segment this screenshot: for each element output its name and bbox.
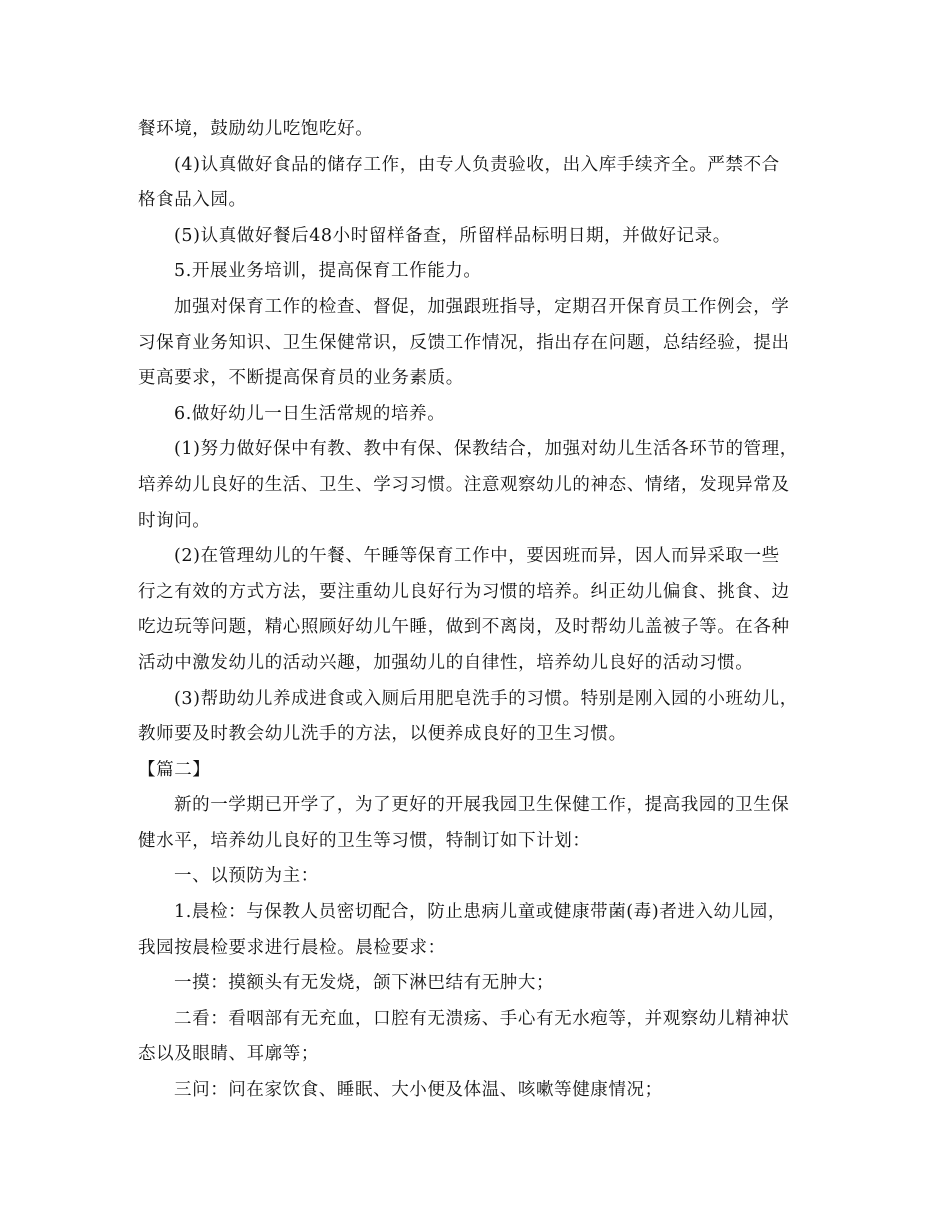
text-line: 一摸：摸额头有无发烧，颌下淋巴结有无肿大； <box>174 973 555 994</box>
text-line: 1.晨检：与保教人员密切配合，防止患病儿童或健康带菌(毒)者进入幼儿园， <box>174 902 786 923</box>
text-line: 【篇二】 <box>138 759 211 780</box>
text-line: (3)帮助幼儿养成进食或入厕后用肥皂洗手的习惯。特别是刚入园的小班幼儿， <box>174 688 798 709</box>
text-line: 三问：问在家饮食、睡眠、大小便及体温、咳嗽等健康情况； <box>174 1080 663 1101</box>
text-line: 5.开展业务培训，提高保育工作能力。 <box>174 261 482 282</box>
text-line: 活动中激发幼儿的活动兴趣，加强幼儿的自律性，培养幼儿良好的活动习惯。 <box>138 652 754 673</box>
text-line: 培养幼儿良好的生活、卫生、学习习惯。注意观察幼儿的神态、情绪，发现异常及 <box>138 474 790 495</box>
text-line: (1)努力做好保中有教、教中有保、保教结合，加强对幼儿生活各环节的管理， <box>174 439 798 460</box>
text-line: (5)认真做好餐后48小时留样备查，所留样品标明日期，并做好记录。 <box>174 225 731 246</box>
text-line: 时询问。 <box>138 510 211 531</box>
text-line: 习保育业务知识、卫生保健常识，反馈工作情况，指出存在问题，总结经验，提出 <box>138 332 790 353</box>
text-line: 格食品入园。 <box>138 190 247 211</box>
text-line: 餐环境，鼓励幼儿吃饱吃好。 <box>138 119 374 139</box>
text-line: 我园按晨检要求进行晨检。晨检要求： <box>138 937 446 958</box>
text-line: (2)在管理幼儿的午餐、午睡等保育工作中，要因班而异，因人而异采取一些 <box>174 546 780 567</box>
text-line: 二看：看咽部有无充血，口腔有无溃疡、手心有无水疱等，并观察幼儿精神状 <box>174 1008 790 1029</box>
text-line: 吃边玩等问题，精心照顾好幼儿午睡，做到不离岗，及时帮幼儿盖被子等。在各种 <box>138 617 790 638</box>
text-line: 一、以预防为主： <box>174 866 319 887</box>
text-line: 行之有效的方式方法，要注重幼儿良好行为习惯的培养。纠正幼儿偏食、挑食、边 <box>138 581 790 602</box>
text-line: 健水平，培养幼儿良好的卫生等习惯，特制订如下计划： <box>138 830 591 851</box>
text-line: 6.做好幼儿一日生活常规的培养。 <box>174 403 446 424</box>
text-line: 新的一学期已开学了，为了更好的开展我园卫生保健工作，提高我园的卫生保 <box>174 795 790 816</box>
text-line: 加强对保育工作的检查、督促，加强跟班指导，定期召开保育员工作例会，学 <box>174 296 790 317</box>
document-body <box>138 112 818 1109</box>
text-line: 态以及眼睛、耳廓等； <box>138 1044 319 1065</box>
text-line: 更高要求，不断提高保育员的业务素质。 <box>138 368 464 389</box>
text-line: 教师要及时教会幼儿洗手的方法，以便养成良好的卫生习惯。 <box>138 724 627 745</box>
text-line: (4)认真做好食品的储存工作，由专人负责验收，出入库手续齐全。严禁不合 <box>174 154 780 175</box>
